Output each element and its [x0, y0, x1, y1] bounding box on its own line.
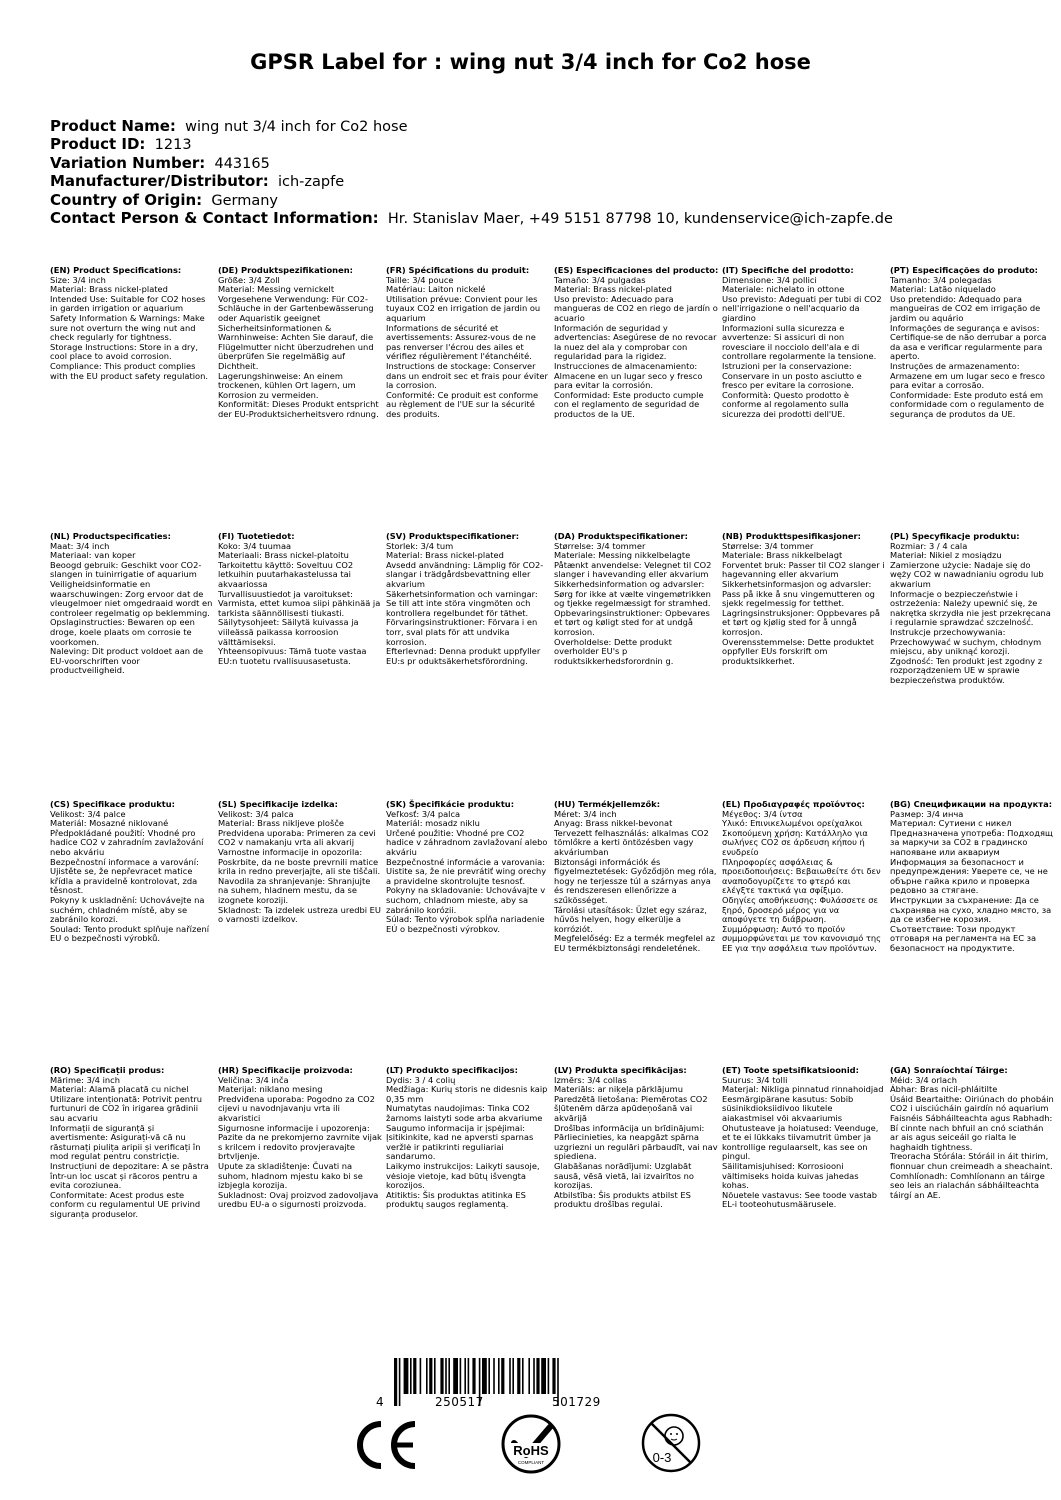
rohs-compliant-icon [500, 1413, 562, 1475]
spec-line: Material: Messing vernickelt [218, 284, 335, 295]
spec-line: Informations de sécurité et avertissements: Assurez-vous de ne pas renverser l'écrou des ailes et vérifiez régulièrement l'étanchéité. [386, 322, 536, 362]
spec-header: (LT) Produkto specifikacijos: [386, 1065, 518, 1075]
spec-header: (SL) Specifikacije izdelka: [218, 799, 338, 809]
barcode-bar [464, 1358, 466, 1394]
spec-line: Материал: Сутиени с никел [890, 818, 1012, 829]
barcode-bar [512, 1358, 514, 1394]
spec-row-4 [50, 1065, 1054, 1326]
rohs-sub-label: COMPLIANT [517, 1460, 545, 1465]
barcode-bar [536, 1358, 539, 1394]
spec-line: Lagerungshinweise: An einem trockenen, kühlen Ort lagern, um Korrosion zu vermeiden. [218, 370, 356, 400]
barcode-bar [501, 1358, 504, 1394]
barcode-bar [420, 1358, 422, 1394]
spec-block [722, 532, 886, 666]
product-info-row [50, 136, 893, 154]
spec-line: Izmērs: 3/4 collas [554, 1074, 627, 1085]
spec-line: Storage Instructions: Store in a dry, cool place to avoid corrosion. [50, 341, 198, 362]
spec-line: Conformidad: Este producto cumple con el reglamento de seguridad de productos de la UE. [554, 389, 704, 419]
product-info-label: Variation Number: [50, 153, 206, 172]
spec-block [386, 800, 550, 934]
spec-line: Tervezett felhasználás: alkalmas CO2 tömlőkre a kerti öntözésben vagy akváriumban [554, 827, 709, 857]
spec-header: (FR) Spécifications du produit: [386, 265, 530, 275]
product-info-label: Product ID: [50, 135, 146, 154]
spec-line: Velikost: 3/4 palca [218, 808, 294, 819]
spec-line: Soulad: Tento produkt splňuje nařízení EU o bezpečnosti výrobků. [50, 923, 210, 944]
spec-line: Instrucciones de almacenamiento: Almacene en un lugar seco y fresco para evitar la corrosión. [554, 360, 703, 391]
spec-line: Μέγεθος: 3/4 ίντσα [722, 808, 803, 819]
spec-line: Materiaal: van koper [50, 550, 136, 561]
spec-line: Informações de segurança e avisos: Certifique-se de não derrubar a porca da asa e verificar regularmente para aperto. [890, 322, 1047, 362]
product-info-value: 443165 [214, 155, 270, 172]
product-info-value: ich-zapfe [277, 174, 345, 191]
spec-header: (FI) Tuotetiedot: [218, 531, 295, 541]
barcode-bar [493, 1358, 495, 1394]
spec-line: Safety Information & Warnings: Make sure not overturn the wing nut and check regularly for tightness. [50, 312, 205, 343]
spec-line: Påtænkt anvendelse: Velegnet til CO2 slanger i havevanding eller akvarium [554, 559, 712, 580]
spec-line: Size: 3/4 inch [50, 274, 106, 285]
spec-line: Instruções de armazenamento: Armazene em um lugar seco e fresco para evitar a corrosão. [890, 360, 1045, 391]
spec-header: (HR) Specifikacije proizvoda: [218, 1065, 353, 1075]
spec-block [554, 266, 718, 420]
spec-line: Upute za skladištenje: Čuvati na suhom, hladnom mjestu kako bi se izbjegla korozija. [218, 1160, 363, 1191]
spec-block [50, 266, 214, 381]
spec-header: (SK) Špecifikácie produktu: [386, 799, 515, 809]
barcode-bar [426, 1358, 428, 1394]
spec-block [722, 1066, 886, 1210]
spec-line: Σκοπούμενη χρήση: Κατάλληλο για σωλήνες CO2 σε άρδευση κήπου ή ενυδρείο [722, 827, 868, 857]
spec-line: Atitiktis: Šis produktas atitinka ES produktų saugos reglamentą. [386, 1189, 526, 1210]
spec-line: Säkerhetsinformation och varningar: Se till att inte störa vingmöten och kontrollera regelbundet för täthet. [386, 588, 538, 618]
barcode-bar [517, 1358, 520, 1394]
spec-header: (ES) Especificaciones del producto: [554, 265, 719, 275]
rohs-label: RoHS [513, 1443, 549, 1458]
spec-line: Tamanho: 3/4 polegadas [890, 274, 992, 285]
spec-line: Materiale: Messing nikkelbelagte [554, 550, 691, 561]
spec-line: Material: Alamă placată cu nichel [50, 1084, 189, 1095]
spec-line: Naleving: Dit product voldoet aan de EU-voorschriften voor productveiligheid. [50, 646, 204, 676]
spec-line: Bezpečnostní informace a varování: Ujistěte se, že nepřevracet matice křídla a pravidelně kontrolovat, zda těsnost. [50, 856, 199, 896]
spec-line: Предназначена употреба: Подходящ за маркучи за CO2 в градинско напояване или аквариум [890, 827, 1053, 857]
product-info-row [50, 210, 893, 228]
product-info-row [50, 155, 893, 173]
spec-line: Veľkosť: 3/4 palca [386, 808, 461, 819]
spec-line: Zgodność: Ten produkt jest zgodny z rozporządzeniem UE w sprawie bezpieczeństwa produktów. [890, 655, 1043, 685]
spec-header: (EL) Προδιαγραφές προϊόντος: [722, 799, 865, 809]
spec-line: Информация за безопасност и предупреждения: Уверете се, че не обърне гайка крило и проверка редовно за стягане. [890, 856, 1048, 896]
spec-line: Varnostne informacije in opozorila: Poskrbite, da ne boste prevrnili matice krila in redno preverjajte, ali ste tiščali. [218, 846, 381, 877]
spec-block [50, 532, 214, 676]
spec-line: Materiaali: Brass nickel-platoitu [218, 550, 349, 561]
spec-line: Paredzētā lietošana: Piemērotas CO2 šļūtenēm dārza apūdeņošanā vai akvārijā [554, 1093, 708, 1123]
spec-line: Sukladnost: Ovaj proizvod zadovoljava uredbu EU-a o sigurnosti proizvoda. [218, 1189, 379, 1210]
spec-line: Úsáid Beartaithe: Oiriúnach do phobáin CO2 i uisciúcháin gairdín nó aquarium [890, 1093, 1054, 1114]
barcode-bar [429, 1358, 432, 1394]
spec-line: Velikost: 3/4 palce [50, 808, 126, 819]
spec-line: Glabāšanas norādījumi: Uzglabāt sausā, vēsā vietā, lai izvairītos no korozijas. [554, 1160, 694, 1191]
spec-line: Pokyny k uskladnění: Uchovávejte na suchém, chladném místě, aby se zabránilo korozi. [50, 894, 205, 925]
spec-line: Materiał: Nikiel z mosiądzu [890, 550, 1002, 561]
spec-block [890, 266, 1054, 420]
spec-block [722, 266, 886, 420]
spec-line: Съответствие: Този продукт отговаря на регламента на ЕС за безопасност на продуктите. [890, 923, 1037, 953]
spec-line: Säilitamisjuhised: Korrosiooni vältimiseks hoida kuivas jahedas kohas. [722, 1160, 859, 1191]
spec-line: Anyag: Brass nikkel-bevonat [554, 818, 673, 829]
spec-line: Méid: 3/4 orlach [890, 1074, 957, 1085]
spec-line: Sicherheitsinformationen & Warnhinweise: Achten Sie darauf, die Flügelmutter nicht überzudrehen und überprüfen Sie regelmäßig auf Dichtheit. [218, 322, 374, 371]
spec-line: Materijal: niklano mesing [218, 1084, 323, 1095]
barcode-bar [404, 1358, 409, 1394]
spec-header: (NB) Produkttspesifikasjoner: [722, 531, 861, 541]
product-info-row [50, 192, 893, 210]
barcode-bar [509, 1358, 511, 1394]
spec-block [218, 532, 382, 666]
spec-line: Medžiaga: Kurių storis ne didesnis kaip 0,35 mm [386, 1084, 548, 1104]
spec-line: Material: Brass nickel-plated [50, 284, 168, 295]
spec-line: Utilizare intenționată: Potrivit pentru furtunuri de CO2 în irigarea grădinii sau acvariu [50, 1093, 202, 1123]
spec-line: Atbilstība: Šis produkts atbilst ES produktu drošības regulai. [554, 1189, 691, 1210]
spec-line: Størrelse: 3/4 tommer [554, 540, 646, 551]
spec-line: Förvaringsinstruktioner: Förvara i en torr, sval plats för att undvika korrosion. [386, 617, 538, 647]
spec-line: Beoogd gebruik: Geschikt voor CO2-slangen in tuinirrigatie of aquarium [50, 559, 202, 580]
spec-line: Materiāls: ar niķeļa pārklājumu [554, 1084, 683, 1095]
spec-line: Información de seguridad y advertencias: Asegúrese de no revocar la nuez del ala y comprobar con regularidad para la rigidez. [554, 322, 717, 362]
spec-line: Predviđena uporaba: Pogodno za CO2 cijevi u navodnjavanju vrta ili akvaristici [218, 1093, 375, 1123]
spec-line: Инструкции за съхранение: Да се съхранява на сухо, хладно място, за да се избегне корозия. [890, 894, 1052, 925]
spec-row-1 [50, 266, 1050, 526]
spec-line: Efterlevnad: Denna produkt uppfyller EU:s pr oduktsäkerhetsförordning. [386, 646, 541, 666]
spec-line: Material: Brass nickel-plated [554, 284, 672, 295]
spec-line: Tarkoitettu käyttö: Soveltuu CO2 letkuihin puutarhakastelussa tai akvaariossa [218, 559, 354, 589]
spec-line: Mărime: 3/4 inch [50, 1074, 120, 1085]
spec-line: Säilytysohjeet: Säilytä kuivassa ja viileässä paikassa korroosion välttämiseksi. [218, 617, 359, 647]
spec-block [890, 1066, 1054, 1200]
spec-line: Intended Use: Suitable for CO2 hoses in garden irrigation or aquarium [50, 293, 206, 314]
page-title: GPSR Label for : wing nut 3/4 inch for Co2 hose [250, 50, 811, 74]
spec-line: Συμμόρφωση: Αυτό το προϊόν συμμορφώνεται με τον κανονισμό της ΕΕ για την ασφάλεια των προϊόντων. [722, 923, 882, 953]
barcode-bar [460, 1358, 462, 1394]
spec-line: Matériau: Laiton nickelé [386, 284, 486, 295]
spec-line: Sikkerhetsinformasjon og advarsler: Pass på ikke å snu vingemutteren og sjekk regelmessig for tetthet. [722, 578, 875, 609]
product-info [50, 118, 893, 228]
barcode-bar [522, 1358, 524, 1394]
spec-line: Uso pretendido: Adequado para mangueiras de CO2 em irrigação de jardim ou aquário [890, 293, 1041, 323]
spec-line: Conformitate: Acest produs este conform cu regulamentul UE privind siguranța produselor. [50, 1189, 201, 1219]
spec-header: (IT) Specifiche del prodotto: [722, 265, 854, 275]
spec-line: Lagringsinstruksjoner: Oppbevares på et tørt og kjølig sted for å unngå korrosjon. [722, 607, 880, 637]
spec-line: Uso previsto: Adeguati per tubi di CO2 nell'irrigazione o nell'acquario da giardino [722, 293, 882, 323]
spec-line: Navodila za shranjevanje: Shranjujte na suhem, hladnem mestu, da se izognete koroziji. [218, 875, 371, 905]
spec-line: Vorgesehene Verwendung: Für CO2-Schläuche in der Gartenbewässerung oder Aquaristik geeignet [218, 293, 374, 323]
spec-header: (RO) Specificații produs: [50, 1065, 165, 1075]
product-info-row [50, 118, 893, 136]
spec-line: Materiál: Mosazné niklované [50, 818, 169, 829]
spec-line: Размер: 3/4 инча [890, 808, 964, 819]
spec-line: Súlad: Tento výrobok spĺňa nariadenie EÚ o bezpečnosti výrobkov. [386, 914, 545, 934]
spec-line: Informații de siguranță și avertismente: Asigurați-vă că nu răsturnați piulița aripii și verificați în mod regulat pentru constricție. [50, 1122, 201, 1162]
spec-block [218, 266, 382, 420]
spec-header: (LV) Produkta specifikācijas: [554, 1065, 687, 1075]
spec-line: Veiligheidsinformatie en waarschuwingen: Zorg ervoor dat de vleugelmoer niet omgedraaid wordt en controleer regelmatig op beklemming. [50, 578, 213, 618]
spec-line: Skladnost: Ta izdelek ustreza uredbi EU o varnosti izdelkov. [218, 904, 381, 925]
spec-header: (PT) Especificações do produto: [890, 265, 1038, 275]
spec-block [50, 1066, 214, 1220]
spec-line: Yhteensopivuus: Tämä tuote vastaa EU:n tuotetu rvallisuusasetusta. [218, 646, 367, 666]
spec-line: Ábhar: Bras nicil-phláitilte [890, 1084, 998, 1095]
spec-block [554, 532, 718, 666]
spec-header: (DE) Produktspezifikationen: [218, 265, 353, 275]
spec-line: Pokyny na skladovanie: Uchovávajte v suchom, chladnom mieste, aby sa zabránilo korózii. [386, 885, 546, 915]
spec-line: Numatytas naudojimas: Tinka CO2 žarnoms laistyti sode arba akvariume [386, 1103, 543, 1123]
product-info-label: Product Name: [50, 117, 176, 135]
product-info-value: Hr. Stanislav Maer, +49 5151 87798 10, kundenservice@ich-zapfe.de [387, 211, 893, 228]
spec-line: Rozmiar: 3 / 4 cala [890, 540, 968, 551]
spec-line: Taille: 3/4 pouce [386, 274, 454, 285]
barcode-bar [472, 1358, 475, 1394]
spec-block [722, 800, 886, 954]
spec-block [50, 800, 214, 944]
spec-line: Overensstemmelse: Dette produktet oppfyller EUs forskrift om produktsikkerhet. [722, 636, 874, 666]
spec-line: Υλικό: Επινικελωμένοι ορείχαλκοι [722, 818, 863, 829]
spec-line: Instrukcje przechowywania: Przechowywać w suchym, chłodnym miejscu, aby uniknąć korozji. [890, 626, 1042, 657]
barcode-bar [394, 1358, 397, 1406]
spec-line: Suurus: 3/4 tolli [722, 1074, 788, 1085]
barcode-left-group: 250517 [435, 1395, 484, 1409]
spec-line: Informacje o bezpieczeństwie i ostrzeżenia: Należy upewnić się, że nakrętka skrzydła nie jest przekręcana i regularnie sprawdzać szczelność. [890, 588, 1051, 628]
spec-line: Tárolási utasítások: Üzlet egy száraz, hűvös helyen, hogy elkerülje a korróziót. [554, 904, 707, 934]
spec-line: Conformidade: Este produto está em conformidade com o regulamento de segurança de produtos da UE. [890, 389, 1045, 419]
product-info-row [50, 173, 893, 191]
spec-block [554, 1066, 718, 1210]
spec-row-3 [50, 799, 1053, 1060]
spec-header: (SV) Produktspecifikationer: [386, 531, 520, 541]
spec-header: (BG) Спецификации на продукта: [890, 799, 1053, 809]
spec-line: Materjal: Nikliga pinnatud rinnahoidjad [722, 1084, 884, 1095]
product-info-label: Country of Origin: [50, 190, 203, 209]
spec-line: Compliance: This product complies with the EU product safety regulation. [50, 360, 209, 381]
spec-line: Bezpečnostné informácie a varovania: Uistite sa, že nie prevrátiť wing orechy a pravidelne skontrolujte tesnosť. [386, 856, 547, 886]
spec-line: Předpokládané použití: Vhodné pro hadice CO2 v zahradním zavlažování nebo akváriu [50, 827, 204, 857]
age-label: 0-3 [652, 1450, 672, 1465]
spec-line: Størrelse: 3/4 tommer [722, 540, 814, 551]
spec-header: (HU) Termékjellemzők: [554, 799, 661, 809]
spec-line: Opbevaringsinstruktioner: Opbevares et tørt og køligt sted for at undgå korrosion. [554, 607, 710, 637]
barcode-bar [548, 1358, 550, 1394]
spec-line: Drošības informācija un brīdinājumi: Pārliecinieties, ka neapgāzt spārna uzgriezni un regulāri pārbaudīt, vai nav spiediena. [554, 1122, 718, 1162]
spec-row-2 [50, 532, 1050, 792]
spec-header: (NL) Productspecificaties: [50, 531, 171, 541]
spec-line: Materiál: mosadz niklu [386, 818, 480, 829]
barcode-bar [440, 1358, 443, 1394]
spec-line: Biztonsági információk és figyelmeztetések: Győződjön meg róla, hogy ne terjessze túl a szárnyas anya és rendszeresen ellenőrizze a szűkösséget. [554, 856, 717, 905]
spec-line: Instrucțiuni de depozitare: A se păstra într-un loc uscat și răcoros pentru a evita coroziunea. [50, 1160, 209, 1191]
product-info-label: Contact Person & Contact Information: [50, 209, 379, 228]
product-info-value: Germany [211, 192, 279, 209]
spec-line: Dimensione: 3/4 pollici [722, 274, 817, 285]
spec-line: Informazioni sulla sicurezza e avvertenze: Si assicuri di non rovesciare il nocciolo dell'ala e di controllare regolarmente la tensione. [722, 322, 877, 362]
spec-line: Sigurnosne informacije i upozorenja: Pazite da ne prekomjerno zavrnite vijak s krilcem i redovito provjeravajte brtvljenje. [218, 1122, 382, 1162]
barcode-first-digit: 4 [376, 1395, 385, 1409]
spec-line: Πληροφορίες ασφάλειας & προειδοποιήσεις: Βεβαιωθείτε ότι δεν αναποδογυρίζετε το φτερό και ελέγξτε τακτικά για σφίξιμο. [722, 856, 881, 896]
barcode-bar [453, 1358, 458, 1394]
spec-header: (ET) Toote spetsifikatsioonid: [722, 1065, 859, 1075]
spec-line: Conformità: Questo prodotto è conforme al regolamento sulla sicurezza dei prodotti dell'UE. [722, 389, 849, 419]
spec-block [890, 532, 1054, 686]
spec-line: Ohutusteave ja hoiatused: Veenduge, et te ei lükkaks tiivamutrit ümber ja kontrollige regulaarselt, kas see on pingul. [722, 1122, 879, 1162]
barcode-bar [482, 1358, 487, 1394]
spec-line: Material: Latão niquelado [890, 284, 996, 295]
spec-block [890, 800, 1054, 954]
spec-line: Opslaginstructies: Bewaren op een droge, koele plaats om corrosie te voorkomen. [50, 617, 195, 647]
spec-line: Conformité: Ce produit est conforme au règlement de l'UE sur la sécurité des produits. [386, 389, 539, 419]
barcode-bar [434, 1358, 436, 1394]
barcode-bar [541, 1358, 546, 1394]
product-info-label: Manufacturer/Distributor: [50, 172, 269, 191]
spec-line: Storlek: 3/4 tum [386, 540, 454, 551]
spec-line: Konformität: Dieses Produkt entspricht der EU-Produktsicherheitsvero rdnung. [218, 399, 379, 419]
spec-header: (DA) Produktspecifikationer: [554, 531, 688, 541]
ce-mark-icon [349, 1418, 421, 1472]
spec-line: Istruzioni per la conservazione: Conservare in un posto asciutto e fresco per evitare la corrosione. [722, 360, 862, 391]
spec-line: Laikymo instrukcijos: Laikyti sausoje, vėsioje vietoje, kad būtų išvengta korozijos. [386, 1160, 540, 1191]
spec-header: (EN) Product Specifications: [50, 265, 182, 275]
spec-header: (GA) Sonraíochtaí Táirge: [890, 1065, 1008, 1075]
spec-line: Sikkerhedsinformation og advarsler: Sørg for ikke at vælte vingemøtrikken og tjekke regelmæssigt for stramhed. [554, 578, 711, 609]
spec-line: Určené použitie: Vhodné pre CO2 hadice v záhradnom zavlažovaní alebo akváriu [386, 827, 548, 857]
spec-block [386, 266, 550, 420]
spec-line: Material: Brass nickel-plated [386, 550, 504, 561]
barcode-bar [413, 1358, 416, 1394]
spec-line: Eesmärgipärane kasutus: Sobib süsinikdioksiidivoo likutele aiakastmisel või akvaariumis [722, 1093, 854, 1123]
spec-block [554, 800, 718, 954]
spec-line: Méret: 3/4 inch [554, 808, 617, 819]
spec-header: (CS) Specifikace produktu: [50, 799, 175, 809]
barcode-bar [399, 1358, 401, 1406]
spec-line: Utilisation prévue: Convient pour les tuyaux CO2 en irrigation de jardin ou aquarium [386, 293, 541, 323]
spec-line: Veličina: 3/4 inča [218, 1074, 289, 1085]
spec-line: Faisnéis Sábháilteachta agus Rabhadh: Bí cinnte nach bhfuil an cnó sciathán ar ais agus seiceáil go rialta le haghaidh tightness. [890, 1112, 1053, 1152]
barcode-bar [448, 1358, 450, 1394]
spec-line: Maat: 3/4 inch [50, 540, 110, 551]
age-warning-icon [640, 1412, 702, 1474]
barcode-bar [528, 1358, 530, 1394]
spec-line: Saugumo informacija ir įspėjimai: Įsitikinkite, kad ne apversti sparnas veržlė ir patikrinti reguliariai sandarumo. [386, 1122, 534, 1162]
barcode-bar [445, 1358, 447, 1394]
spec-line: Dydis: 3 / 4 colių [386, 1074, 456, 1085]
spec-line: Materiale: nichelato in ottone [722, 284, 845, 295]
spec-line: Treoracha Stórála: Stóráil in áit thirim, fionnuar chun creimeadh a sheachaint. [890, 1151, 1053, 1171]
barcode-bar [488, 1358, 490, 1394]
spec-line: Megfelelőség: Ez a termék megfelel az EU termékbiztonsági rendeletének. [554, 933, 715, 953]
spec-line: Overholdelse: Dette produkt overholder EU's p roduktsikkerhedsforordnin g. [554, 636, 674, 666]
spec-line: Größe: 3/4 Zoll [218, 274, 280, 285]
spec-line: Koko: 3/4 tuumaa [218, 540, 292, 551]
barcode-bar [468, 1358, 470, 1394]
product-info-value: wing nut 3/4 inch for Co2 hose [185, 119, 408, 135]
barcode-bar [498, 1358, 500, 1394]
spec-block [218, 1066, 382, 1210]
spec-line: Turvallisuustiedot ja varoitukset: Varmista, ettet kumoa siipi pähkinää ja tarkista säännöllisesti tiukasti. [218, 588, 381, 618]
spec-line: Comhlíonadh: Comhlíonann an táirge seo leis an rialachán sábháilteachta táirgí an AE. [890, 1170, 1045, 1200]
product-info-value: 1213 [154, 137, 192, 154]
spec-line: Zamierzone użycie: Nadaje się do węży CO2 w nawadnianiu ogrodu lub akwarium [890, 559, 1044, 589]
spec-line: Predvidena uporaba: Primeren za cevi CO2 v namakanju vrta ali akvarij [218, 827, 376, 848]
barcode-bar [552, 1358, 555, 1394]
spec-line: Tamaño: 3/4 pulgadas [554, 274, 646, 285]
spec-line: Material: Brass nikljeve plošče [218, 818, 344, 829]
spec-block [386, 1066, 550, 1210]
spec-line: Οδηγίες αποθήκευσης: Φυλάσσετε σε ξηρό, δροσερό μέρος για να αποφύγετε τη διάβρωση. [722, 894, 879, 925]
spec-header: (PL) Specyfikacje produktu: [890, 531, 1020, 541]
spec-line: Forventet bruk: Passer til CO2 slanger i hagevanning eller akvarium [722, 559, 885, 580]
spec-line: Materiale: Brass nikkelbelagt [722, 550, 843, 561]
barcode-right-group: 501729 [552, 1395, 601, 1409]
spec-line: Uso previsto: Adecuado para mangueras de CO2 en riego de jardín o acuario [554, 293, 718, 323]
barcode-bar [533, 1358, 535, 1394]
barcode-bar [410, 1358, 412, 1394]
spec-block [386, 532, 550, 666]
spec-line: Instructions de stockage: Conserver dans un endroit sec et frais pour éviter la corrosion. [386, 360, 548, 391]
spec-line: Nõuetele vastavus: See toode vastab EL-i tooteohutusmäärusele. [722, 1189, 878, 1210]
spec-block [218, 800, 382, 925]
spec-line: Avsedd användning: Lämplig för CO2-slangar i trädgårdsbevattning eller akvarium [386, 559, 544, 589]
